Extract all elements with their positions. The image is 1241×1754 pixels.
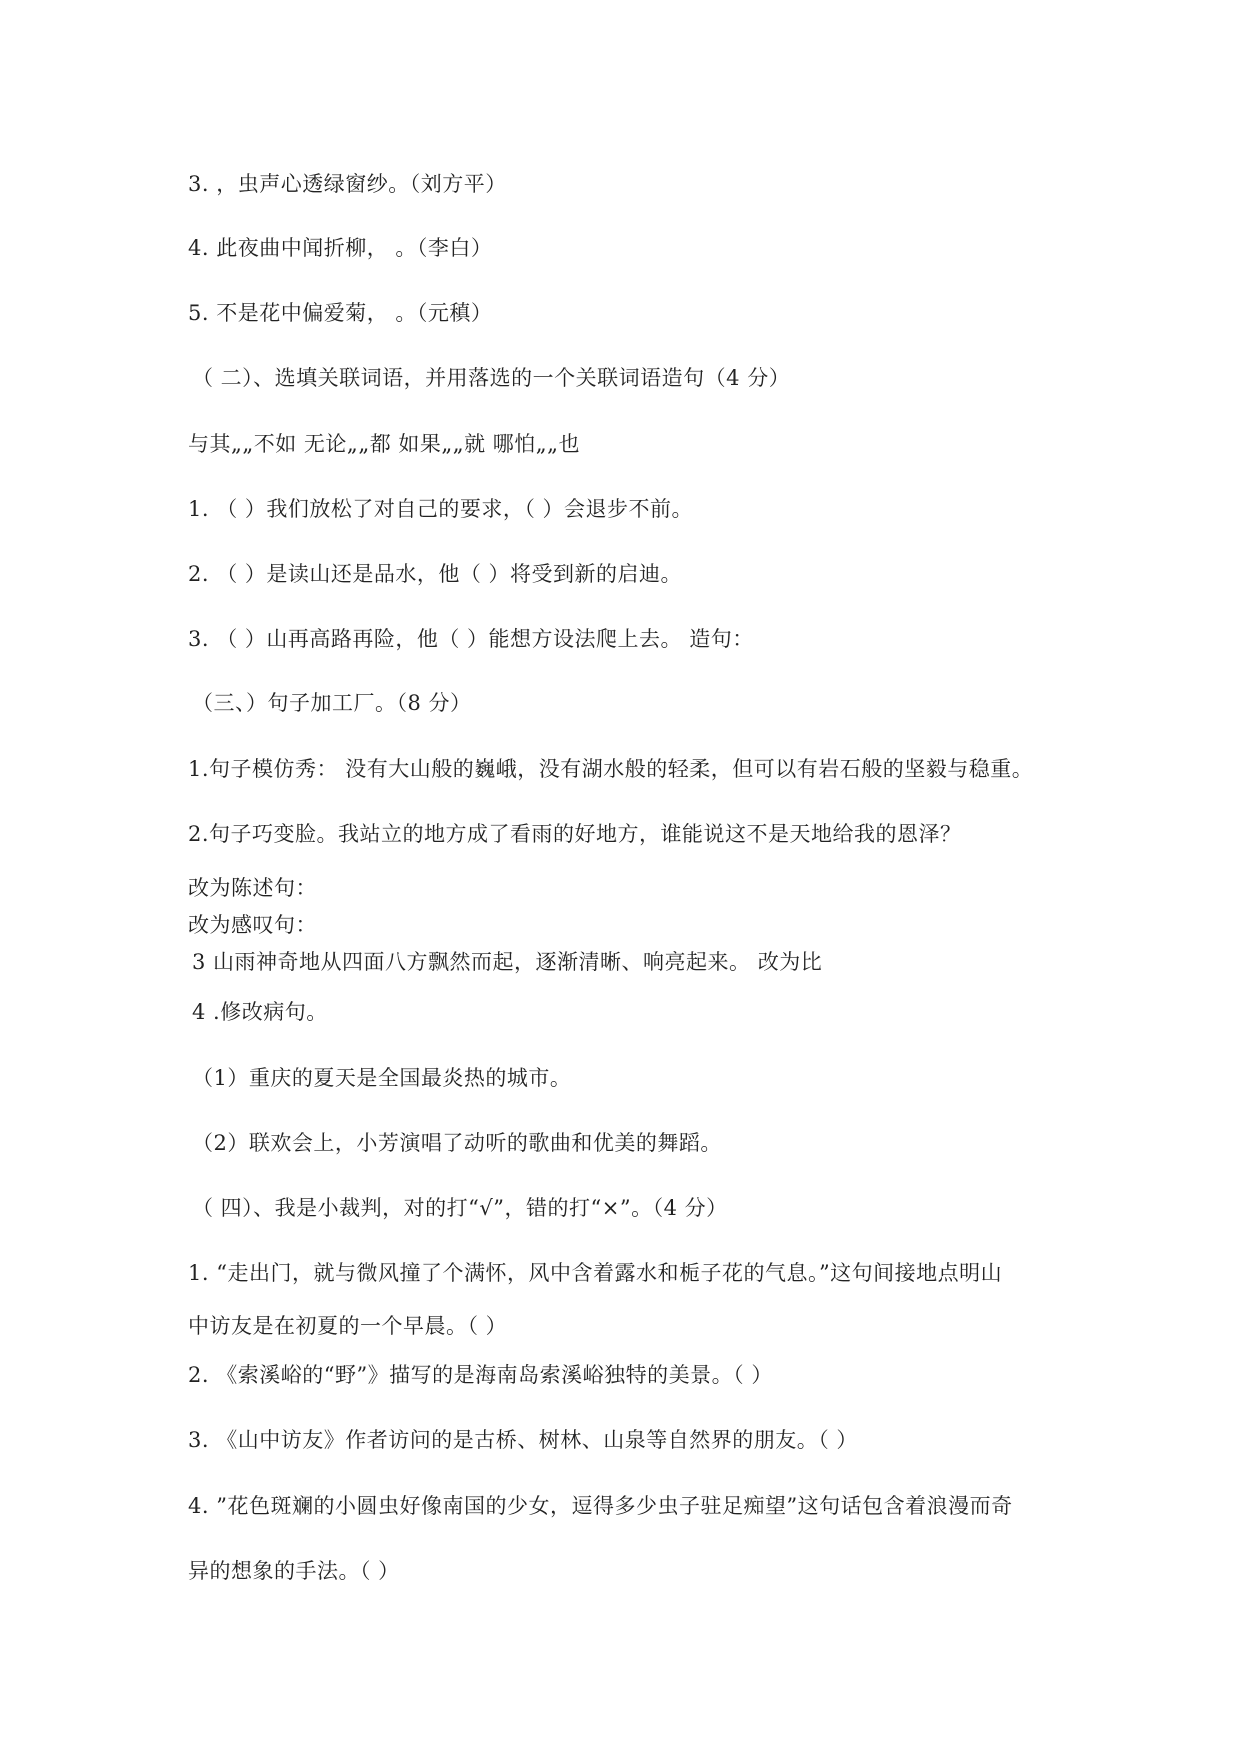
to-exclamatory-label: 改为感叹句： <box>188 913 317 937</box>
sentence-transform: 2.句子巧变脸。我站立的地方成了看雨的好地方，谁能说这不是天地给我的恩泽？ <box>188 822 962 846</box>
section-2-heading: （ 二）、选填关联词语，并用落选的一个关联词语造句（4 分） <box>192 366 791 390</box>
to-declarative-label: 改为陈述句： <box>188 876 317 900</box>
conjunction-question-3: 3. （ ）山再高路再险，他（ ）能想方设法爬上去。 造句： <box>188 627 754 651</box>
fix-sentence-1: （1）重庆的夏天是全国最炎热的城市。 <box>192 1066 572 1090</box>
poem-fill-line-5: 5. 不是花中偏爱菊， 。（元稹） <box>188 301 493 325</box>
conjunction-question-2: 2. （ ）是读山还是品水，他（ ）将受到新的启迪。 <box>188 562 683 586</box>
section-3-heading: （三、）句子加工厂。（8 分） <box>192 691 472 715</box>
fix-sentence-heading: 4 .修改病句。 <box>192 1000 328 1024</box>
judge-question-1-cont: 中访友是在初夏的一个早晨。（ ） <box>188 1314 508 1338</box>
poem-fill-line-3: 3. ，虫声心透绿窗纱。（刘方平） <box>188 172 507 196</box>
judge-question-2: 2. 《索溪峪的“野”》描写的是海南岛索溪峪独特的美景。（ ） <box>188 1363 773 1387</box>
metaphor-rewrite: 3 山雨神奇地从四面八方飘然而起，逐渐清晰、响亮起来。 改为比 <box>192 950 823 974</box>
judge-question-4-cont: 异的想象的手法。（ ） <box>188 1559 400 1583</box>
judge-question-4: 4. ”花色斑斓的小圆虫好像南国的少女，逗得多少虫子驻足痴望”这句话包含着浪漫而奇 <box>188 1494 1013 1518</box>
fix-sentence-2: （2）联欢会上，小芳演唱了动听的歌曲和优美的舞蹈。 <box>192 1131 722 1155</box>
section-4-heading: （ 四）、我是小裁判，对的打“√”，错的打“×”。（4 分） <box>192 1196 728 1220</box>
sentence-imitation: 1.句子模仿秀： 没有大山般的巍峨，没有湖水般的轻柔，但可以有岩石般的坚毅与稳重。 <box>188 757 1034 781</box>
judge-question-3: 3. 《山中访友》作者访问的是古桥、树林、山泉等自然界的朋友。（ ） <box>188 1428 858 1452</box>
conjunction-options: 与其„„不如 无论„„都 如果„„就 哪怕„„也 <box>188 432 581 456</box>
conjunction-question-1: 1. （ ）我们放松了对自己的要求，（ ）会退步不前。 <box>188 497 694 521</box>
poem-fill-line-4: 4. 此夜曲中闻折柳， 。（李白） <box>188 236 493 260</box>
judge-question-1: 1. “走出门，就与微风撞了个满怀，风中含着露水和栀子花的气息。”这句间接地点明山 <box>188 1261 1003 1285</box>
